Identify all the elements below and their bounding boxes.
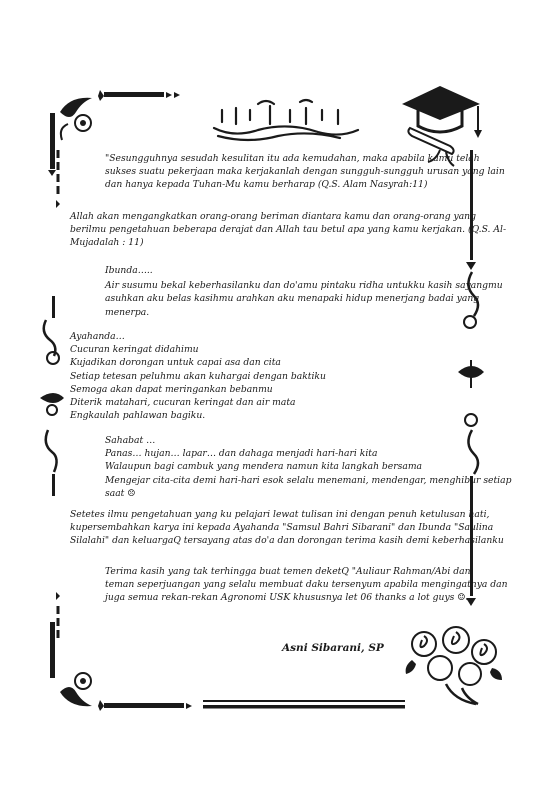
text-line: Diterik matahari, cucuran keringat dan air mata — [70, 397, 296, 409]
text-line: juga semua rekan-rekan Agronomi USK khususnya let 06 thanks a lot guys ☺. — [105, 592, 469, 604]
text-line: Semoga akan dapat meringankan bebanmu — [70, 383, 273, 395]
text-line: asuhkan aku belas kasihmu arahkan aku menapaki hidup menerjang badai yang — [105, 293, 480, 305]
text-line: Silalahi" dan keluargaQ tersayang atas do'a dan dorongan terima kasih demi keberhasilanku — [70, 535, 504, 547]
quote-alam-nasyrah — [105, 152, 505, 192]
quote-al-mujadalah — [70, 210, 506, 250]
text-line: Walaupun bagi cambuk yang mendera namun kita langkah bersama — [105, 461, 423, 473]
corner-ornament-bottom-left — [50, 622, 192, 711]
section-heading: Ayahanda… — [70, 331, 125, 342]
section-ayahanda — [70, 330, 326, 422]
side-ornament-left — [40, 150, 64, 638]
text-line: Setetes ilmu pengetahuan yang ku pelajari lewat tulisan ini dengan penuh ketulusan hati, — [70, 509, 490, 520]
section-dedication — [70, 508, 504, 548]
text-line: dan hanya kepada Tuhan-Mu kamu berharap (Q.S. Alam Nasyrah:11) — [105, 179, 428, 191]
text-line: kupersembahkan karya ini kepada Ayahanda "Samsul Bahri Sibarani" dan Ibunda "Saulina — [70, 522, 494, 534]
text-line: Mengejar cita-cita demi hari-hari esok selalu menemani, mendengar, menghibur setiap — [105, 474, 512, 486]
section-ibunda — [105, 264, 503, 319]
text-line: Kujadikan dorongan untuk capai asa dan cita — [70, 357, 281, 369]
roses-bouquet-icon — [406, 627, 502, 704]
bottom-rule — [203, 700, 405, 709]
text-line: teman seperjuangan yang selalu membuat daku tersenyum apabila mengingatnya dan — [105, 579, 508, 591]
text-line: sukses suatu pekerjaan maka kerjakanlah dengan sungguh-sungguh urusan yang lain — [105, 166, 505, 178]
text-line: Panas… hujan… lapar… dan dahaga menjadi hari-hari kita — [105, 448, 378, 460]
bismillah-calligraphy-icon — [214, 100, 358, 140]
text-line: Engkaulah pahlawan bagiku. — [70, 410, 206, 422]
text-line: Setiap tetesan peluhmu akan kuhargai dengan baktiku — [70, 370, 326, 382]
section-heading: Sahabat … — [105, 435, 156, 446]
text-line: Terima kasih yang tak terhingga buat temen deketQ "Auliaur Rahman/Abi dan — [105, 566, 471, 577]
text-line: saat ☹ — [105, 487, 136, 499]
text-line: menerpa. — [105, 306, 150, 318]
author-signature: Asni Sibarani, SP — [282, 642, 384, 654]
text-line: Air susumu bekal keberhasilanku dan do'amu pintaku ridha untukku kasih sayangmu — [105, 280, 503, 292]
text-line: Cucuran keringat didahimu — [70, 344, 199, 356]
section-sahabat — [105, 434, 511, 500]
text-line: "Sesungguhnya sesudah kesulitan itu ada kemudahan, maka apabila kamu telah — [105, 153, 480, 164]
section-thanks — [105, 565, 508, 605]
text-line: berilmu pengetahuan beberapa derajat dan Allah tau betul apa yang kamu kerjakan. (Q.S. Al- — [70, 224, 507, 236]
text-line: Allah akan mengangkatkan orang-orang beriman diantara kamu dan orang-orang yang — [70, 211, 476, 222]
section-heading: Ibunda….. — [105, 265, 153, 276]
text-line: Mujadalah : 11) — [70, 237, 144, 249]
